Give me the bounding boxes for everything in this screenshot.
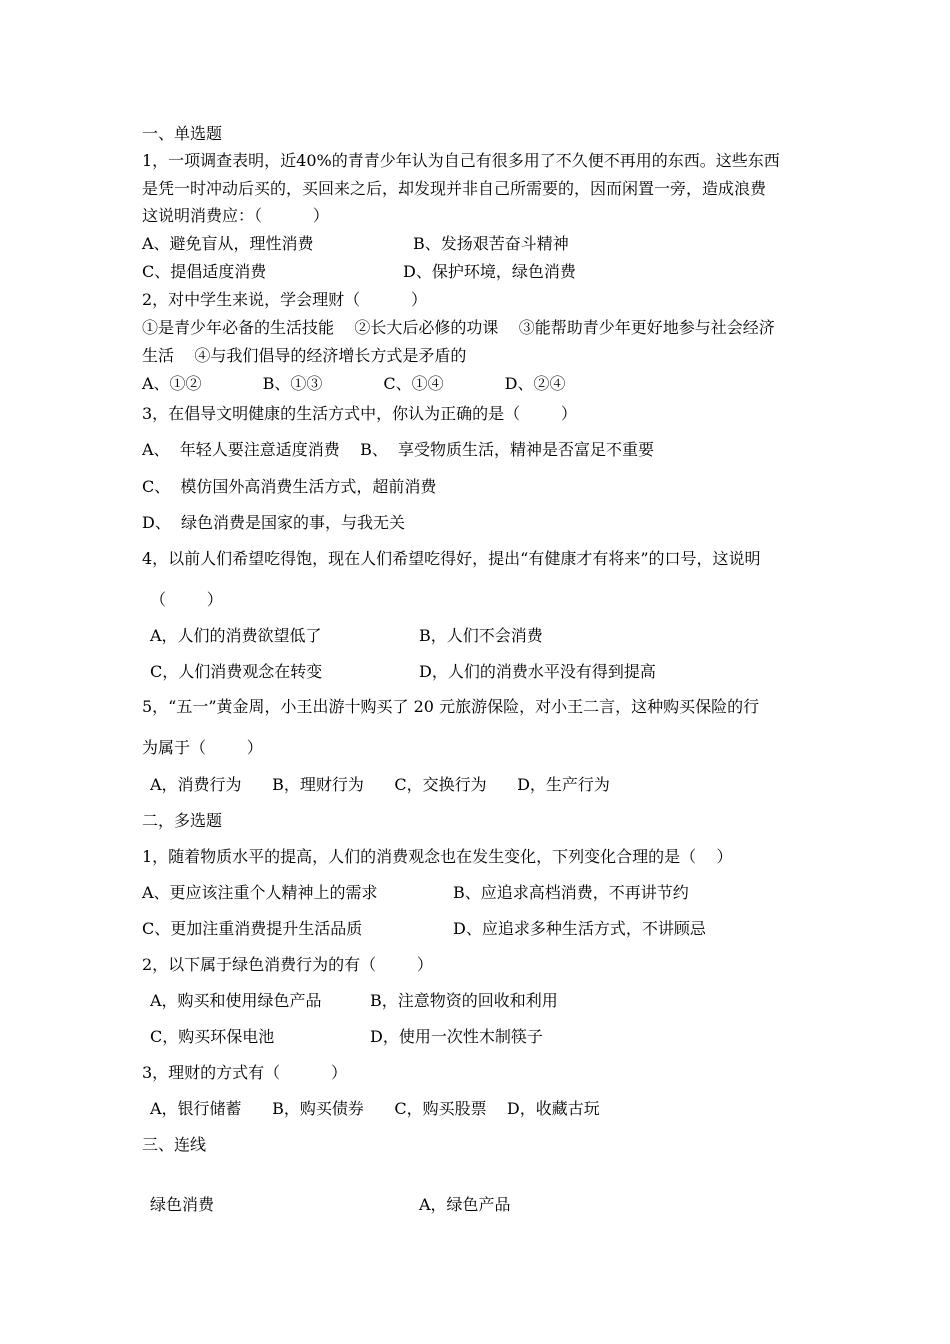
- q1-option-d: D、保护环境，绿色消费: [403, 262, 576, 281]
- m1-option-c: C、更加注重消费提升生活品质: [142, 919, 363, 938]
- q2-statements-line-1: ①是青少年必备的生活技能 ②长大后必修的功课 ③能帮助青少年更好地参与社会经济: [142, 318, 775, 337]
- m2-option-c: C，购买环保电池: [150, 1027, 275, 1046]
- section-title-matching: 三、连线: [142, 1135, 207, 1154]
- q4-answer-paren: （ ）: [150, 590, 223, 609]
- m1-option-b: B、应追求高档消费，不再讲节约: [453, 883, 689, 902]
- q5-stem-line-1: 5，“五一”黄金周，小王出游十购买了 20 元旅游保险，对小王二言，这种购买保险的行: [142, 697, 760, 716]
- section-title-single-choice: 一、单选题: [142, 124, 223, 143]
- matching-left-item: 绿色消费: [150, 1195, 215, 1214]
- q1-option-b: B、发扬艰苦奋斗精神: [413, 234, 569, 253]
- m3-options: A，银行储蓄 B，购买债券 C，购买股票 D，收藏古玩: [150, 1099, 600, 1118]
- m2-option-a: A，购买和使用绿色产品: [150, 991, 322, 1010]
- m2-option-b: B，注意物资的回收和利用: [370, 991, 558, 1010]
- q5-options: A，消费行为 B，理财行为 C，交换行为 D，生产行为: [150, 775, 610, 794]
- q4-option-c: C，人们消费观念在转变: [150, 662, 323, 681]
- matching-right-item: A，绿色产品: [419, 1195, 511, 1214]
- q4-stem: 4，以前人们希望吃得饱，现在人们希望吃得好，提出“有健康才有将来”的口号，这说明: [142, 549, 761, 568]
- section-title-multiple-choice: 二，多选题: [142, 811, 223, 830]
- m1-stem: 1，随着物质水平的提高，人们的消费观念也在发生变化，下列变化合理的是（ ）: [142, 847, 733, 866]
- q3-options-a-b: A、 年轻人要注意适度消费 B、 享受物质生活，精神是否富足不重要: [142, 440, 655, 459]
- q4-option-a: A，人们的消费欲望低了: [150, 626, 322, 645]
- m1-option-a: A、更应该注重个人精神上的需求: [142, 883, 378, 902]
- q4-option-d: D，人们的消费水平没有得到提高: [419, 662, 656, 681]
- q1-option-a: A、避免盲从，理性消费: [142, 234, 314, 253]
- q1-option-c: C、提倡适度消费: [142, 262, 267, 281]
- q2-options: A、①② B、①③ C、①④ D、②④: [142, 374, 566, 393]
- m2-option-d: D，使用一次性木制筷子: [370, 1027, 543, 1046]
- q3-option-d: D、 绿色消费是国家的事，与我无关: [142, 513, 406, 532]
- m2-stem: 2，以下属于绿色消费行为的有（ ）: [142, 955, 433, 974]
- q5-stem-line-2: 为属于（ ）: [142, 738, 263, 757]
- q3-option-c: C、 模仿国外高消费生活方式，超前消费: [142, 477, 437, 496]
- q1-stem-line-1: 1，一项调查表明，近40%的青青少年认为自己有很多用了不久便不再用的东西。这些东西: [142, 151, 780, 170]
- q1-stem-line-3: 这说明消费应：（ ）: [142, 206, 329, 225]
- q2-statements-line-2: 生活 ④与我们倡导的经济增长方式是矛盾的: [142, 346, 467, 365]
- q3-stem: 3，在倡导文明健康的生活方式中，你认为正确的是（ ）: [142, 404, 577, 423]
- m3-stem: 3，理财的方式有（ ）: [142, 1063, 348, 1082]
- q4-option-b: B，人们不会消费: [419, 626, 543, 645]
- q2-stem: 2，对中学生来说，学会理财（ ）: [142, 290, 428, 309]
- m1-option-d: D、应追求多种生活方式，不讲顾忌: [453, 919, 706, 938]
- q1-stem-line-2: 是凭一时冲动后买的，买回来之后，却发现并非自己所需要的，因而闲置一旁，造成浪费: [142, 179, 767, 198]
